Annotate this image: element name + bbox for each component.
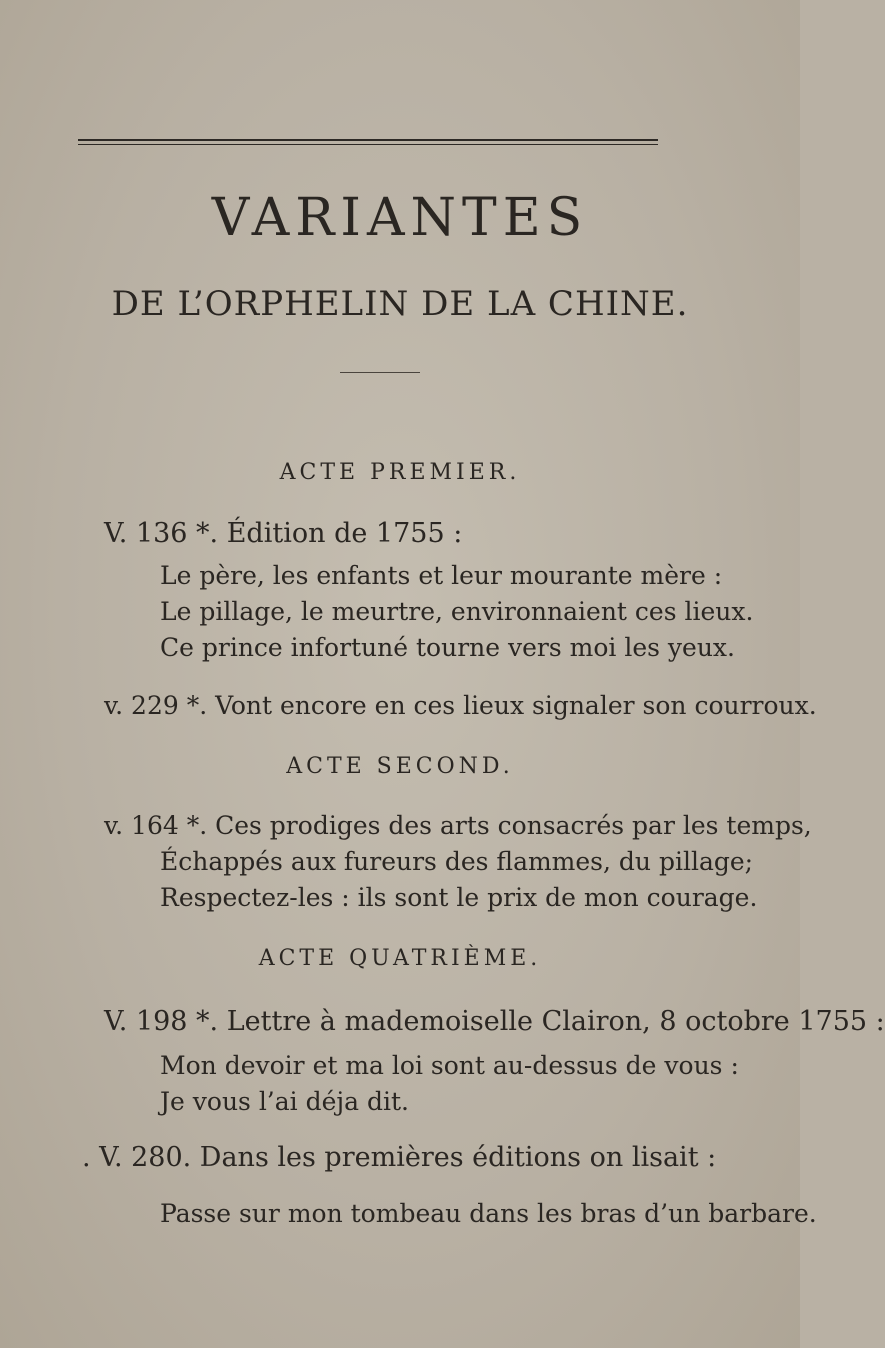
variant-v229: v. 229 *. Vont encore en ces lieux signaler son courroux.: [104, 691, 817, 720]
top-rule-thin: [78, 144, 658, 145]
page-subtitle: DE L’ORPHELIN DE LA CHINE.: [111, 284, 689, 324]
act-heading-fourth: ACTE QUATRIÈME.: [258, 946, 542, 971]
variant-v198-label: V. 198 *. Lettre à mademoiselle Clairon, 8 octobre 1755 :: [104, 1006, 885, 1037]
verse-line: Échappés aux fureurs des flammes, du pillage;: [160, 847, 754, 876]
top-rule: [78, 139, 658, 141]
title-separator: [340, 372, 420, 373]
verse-line: Passe sur mon tombeau dans les bras d’un barbare.: [160, 1199, 817, 1228]
verse-line: Le père, les enfants et leur mourante mère :: [160, 561, 723, 590]
variant-v136-label: V. 136 *. Édition de 1755 :: [104, 518, 463, 549]
variant-v164: v. 164 *. Ces prodiges des arts consacrés par les temps,: [104, 811, 812, 840]
verse-line: Je vous l’ai déja dit.: [160, 1087, 409, 1116]
verse-line: Mon devoir et ma loi sont au-dessus de vous :: [160, 1051, 739, 1080]
act-heading-first: ACTE PREMIER.: [279, 460, 521, 485]
verse-line: Le pillage, le meurtre, environnaient ces lieux.: [160, 597, 754, 626]
verse-line: Respectez-les : ils sont le prix de mon courage.: [160, 883, 758, 912]
page-title: VARIANTES: [211, 188, 589, 248]
variant-v280-label: . V. 280. Dans les premières éditions on lisait :: [82, 1142, 717, 1173]
act-heading-second: ACTE SECOND.: [286, 754, 514, 779]
verse-line: Ce prince infortuné tourne vers moi les yeux.: [160, 633, 735, 662]
